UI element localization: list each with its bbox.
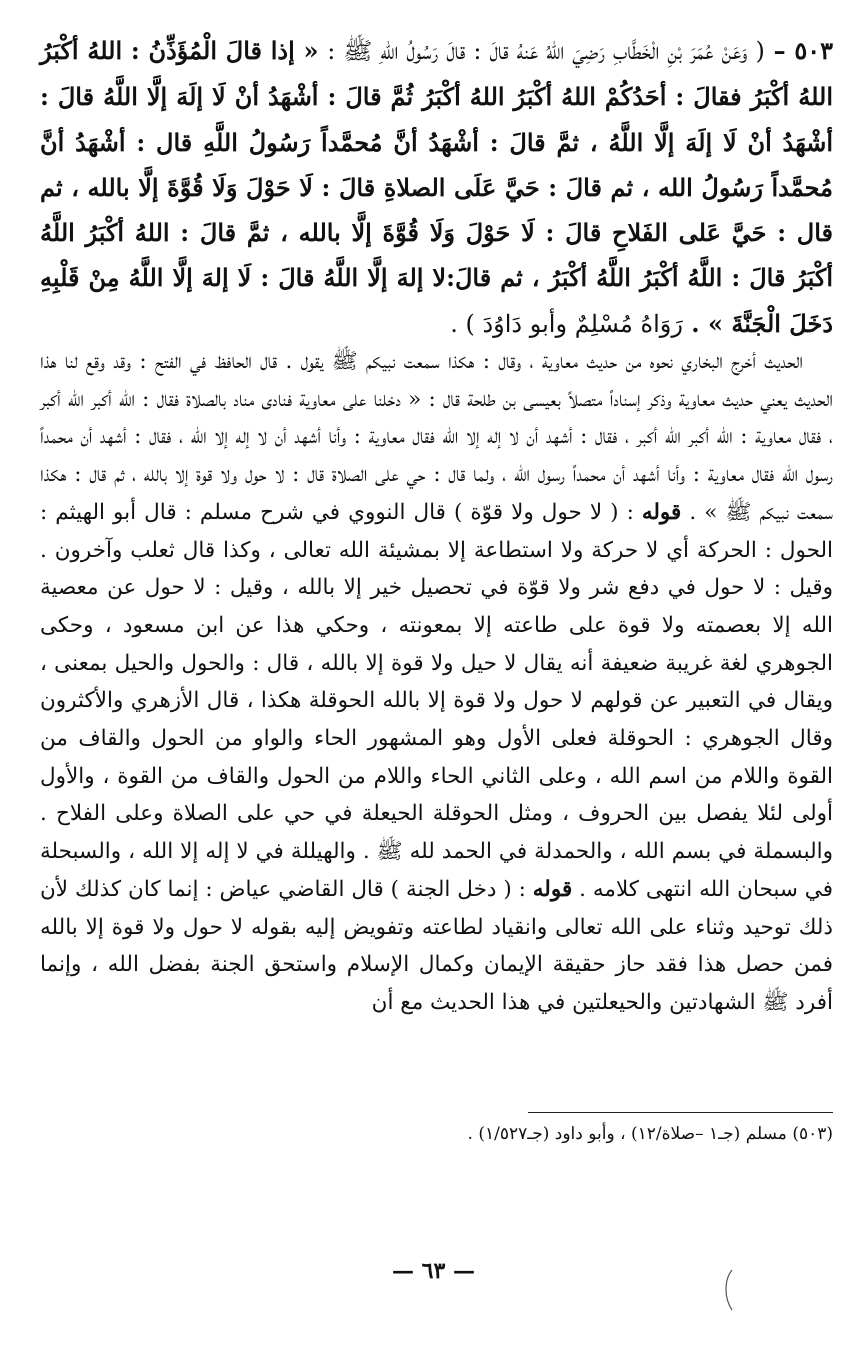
keyword-qawluhu-1: قوله bbox=[641, 499, 682, 525]
hadith-source: رَوَاهُ مُسْلِمٌ وأبو دَاوُدَ ) . bbox=[450, 309, 683, 338]
keyword-qawluhu-2: قوله bbox=[532, 876, 573, 902]
margin-mark-icon bbox=[720, 1268, 736, 1312]
commentary-text-2: : ( لا حول ولا قوّة ) قال النووي في شرح مسلم : قال أبو الهيثم : الحول : الحركة أي لا حركة ولا استطاعة إلا بمشيئة الله تعالى ، وكذا قال ثعلب وآخرون . وقيل : لا حول في دفع شر ولا قوّة في تحصيل خير إلا بالله ، وقيل : لا حول عن معصية الله إلا بعصمته ولا قوة على طاعته إلا بمعونته ، وحكي هذا عن ابن مسعود ، وحكى الجوهري لغة غريبة ضعيفة أنه يقال لا حيل ولا قوة إلا بالله ، قال : والحول والحيل بمعنى ، ويقال في التعبير عن قولهم لا حول ولا قوة إلا بالله الحوقلة هكذا ، قال الأزهري والأكثرون وقال الجوهري : الحوقلة فعلى الأول وهو المشهور الحاء والواو من الحول والقاف من القوة واللام من اسم الله ، وعلى الثاني الحاء واللام من الحول والقاف من القوة ، والأول أولى لئلا يفصل بين الحروف ، ومثل الحوقلة الحيعلة في حي على الصلاة وعلى الفلاح . والبسملة في بسم الله ، والحمدلة في الحمد لله ﷺ . والهيللة في لا إله إلا الله ، والسبحلة في سبحان الله انتهى كلامه . bbox=[40, 499, 833, 902]
hadith-intro: ( وَعَنْ عُمَرَ بْنِ الْخَطَّابِ رَضِيَ اللهُ عَنهُ قالَ : قالَ رَسُولُ اللهِ ﷺ : bbox=[327, 37, 765, 65]
footnote-divider bbox=[528, 1112, 833, 1113]
commentary-text-1: الحديث أخرج البخاري نحوه من حديث معاوية ، وقال : هكذا سمعت نبيكم ﷺ يقول . قال الحافظ في الفتح : وقد وقع لنا هذا الحديث يعني حديث معاوية وذكر إسناداً متصلاً بعيسى بن طلحة قال : « دخلنا على معاوية فنادى مناد بالصلاة فقال : الله أكبر الله أكبر ، فقال معاوية : الله أكبر الله أكبر ، فقال : أشهد أن لا إله إلا الله فقال معاوية : وأنا أشهد أن لا إله إلا الله ، فقال : أشهد أن محمداً رسول الله فقال معاوية : وأنا أشهد أن محمداً رسول الله ، ولما قال : حي على الصلاة قال : لا حول ولا قوة إلا بالله ، ثم قال : هكذا سمعت نبيكم ﷺ » . bbox=[40, 349, 833, 525]
page-number: — ٦٣ — bbox=[392, 1258, 475, 1284]
commentary-paragraph bbox=[40, 343, 833, 1022]
hadith-block bbox=[40, 28, 833, 347]
hadith-number: ٥٠٣ – bbox=[773, 36, 833, 65]
commentary-block bbox=[40, 343, 833, 1022]
footnote: (٥٠٣) مسلم (جـ١ –صلاة/١٢) ، وأبو داود (جـ١/٥٢٧) . bbox=[467, 1124, 833, 1144]
commentary-text-3: : ( دخل الجنة ) قال القاضي عياض : إنما كان كذلك لأن ذلك توحيد وثناء على الله تعالى وانقياد لطاعته وتفويض إليه بقوله لا حول ولا قوة إلا بالله فمن حصل هذا فقد حاز حقيقة الإيمان وكمال الإسلام واستحق الجنة بفضل الله ، وإنما أفرد ﷺ الشهادتين والحيعلتين في هذا الحديث مع أن bbox=[40, 876, 833, 1015]
hadith-text: « إذا قالَ الْمُؤَذِّنُ : اللهُ أكْبَرُ اللهُ أكْبَرُ فقالَ : أحَدُكُمْ اللهُ أكْبَرُ اللهُ أكْبَرُ ثُمَّ قالَ : أشْهَدُ أنْ لَا إلَهَ إلَّا اللَّهُ قالَ : أشْهَدُ أنْ لَا إلَهَ إلَّا اللَّهُ ، ثمَّ قالَ : أشْهَدُ أنَّ مُحمَّداً رَسُولُ اللَّهِ قال : أشْهَدُ أنَّ مُحمَّداً رَسُولُ الله ، ثم قالَ : حَيَّ عَلَى الصلاةِ قالَ : لَا حَوْلَ وَلَا قُوَّةَ إلَّا بالله ، ثم قال : حَيَّ عَلى الفَلاحِ قالَ : لَا حَوْلَ وَلَا قُوَّةَ إلَّا بالله ، ثمَّ قالَ : اللهُ أكْبَرُ اللَّهُ أكْبَرُ قالَ : اللَّهُ أكْبَرُ اللَّهُ أكْبَرُ ، ثم قالَ:لا إلهَ إلَّا اللَّهُ قالَ : لَا إلهَ إلَّا اللَّهُ مِنْ قَلْبِهِ دَخَلَ الْجَنَّةَ » . bbox=[40, 36, 834, 338]
